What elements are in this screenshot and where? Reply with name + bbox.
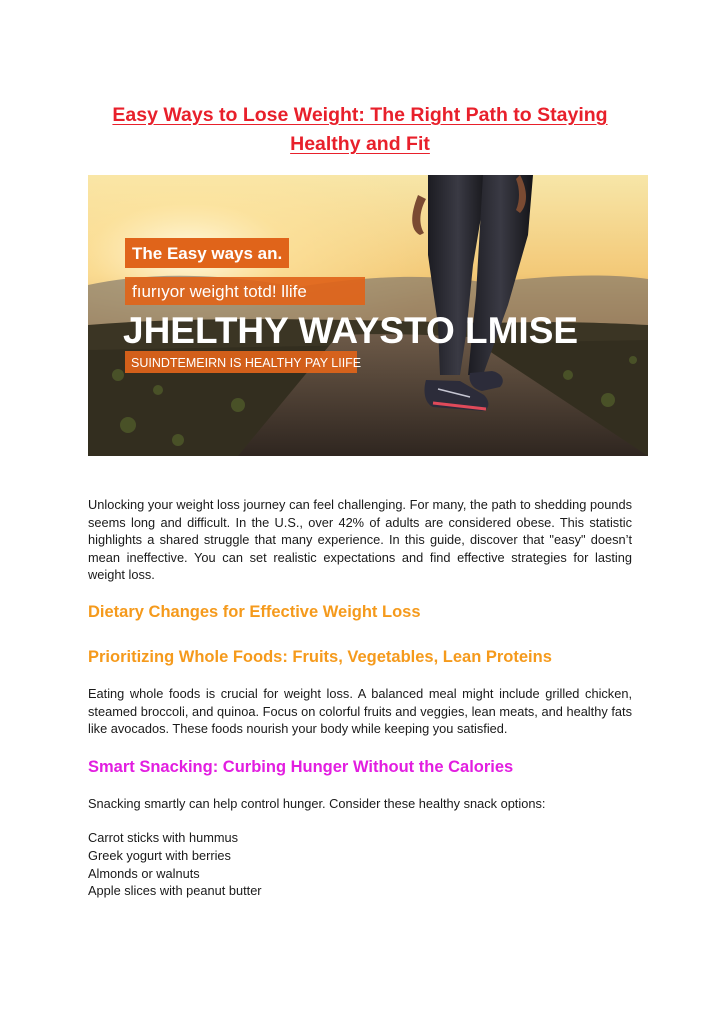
- hero-illustration: [88, 175, 648, 456]
- subheading-whole-foods: Prioritizing Whole Foods: Fruits, Vegetables, Lean Proteins: [88, 648, 552, 666]
- subheading-smart-snacking: Smart Snacking: Curbing Hunger Without the Calories: [88, 758, 514, 776]
- hero-line-3: JHELTHY WAYSTO LMISE: [123, 310, 579, 351]
- hero-image: [88, 175, 648, 456]
- list-item: Carrot sticks with hummus: [88, 830, 239, 845]
- hero-line-2: fıurıyor weight totd! llife: [132, 282, 307, 301]
- list-item: Apple slices with peanut butter: [88, 883, 262, 899]
- page-title: Easy Ways to Lose Weight: The Right Path to Staying Healthy and Fit: [112, 104, 608, 156]
- hero-line-1: The Easy ways an.: [132, 244, 283, 263]
- list-item: Greek yogurt with berries: [88, 847, 231, 863]
- hero-line-4: SUINDTEMEIRN IS HEALTHY PAY LIIFE: [131, 356, 362, 370]
- snack-list: [88, 829, 262, 900]
- whole-foods-paragraph: Eating whole foods is crucial for weight loss. A balanced meal might include grilled chicken, steamed broccoli, and quinoa. Focus on colorful fruits and veggies, lean meats, and healthy fats like avocados. These foods nourish your body while keeping you satisfied.: [88, 686, 632, 736]
- section-heading-dietary: Dietary Changes for Effective Weight Loss: [88, 603, 421, 621]
- list-item: Almonds or walnuts: [88, 865, 200, 881]
- intro-paragraph: Unlocking your weight loss journey can feel challenging. For many, the path to shedding pounds seems long and difficult. In the U.S., over 42% of adults are considered obese. This statistic highlights a shared struggle that many experience. In this guide, discover that "easy" doesn’t mean ineffective. You can set realistic expectations and find effective strategies for lasting weight loss.: [88, 497, 632, 582]
- snacking-paragraph: Snacking smartly can help control hunger. Consider these healthy snack options:: [88, 796, 546, 811]
